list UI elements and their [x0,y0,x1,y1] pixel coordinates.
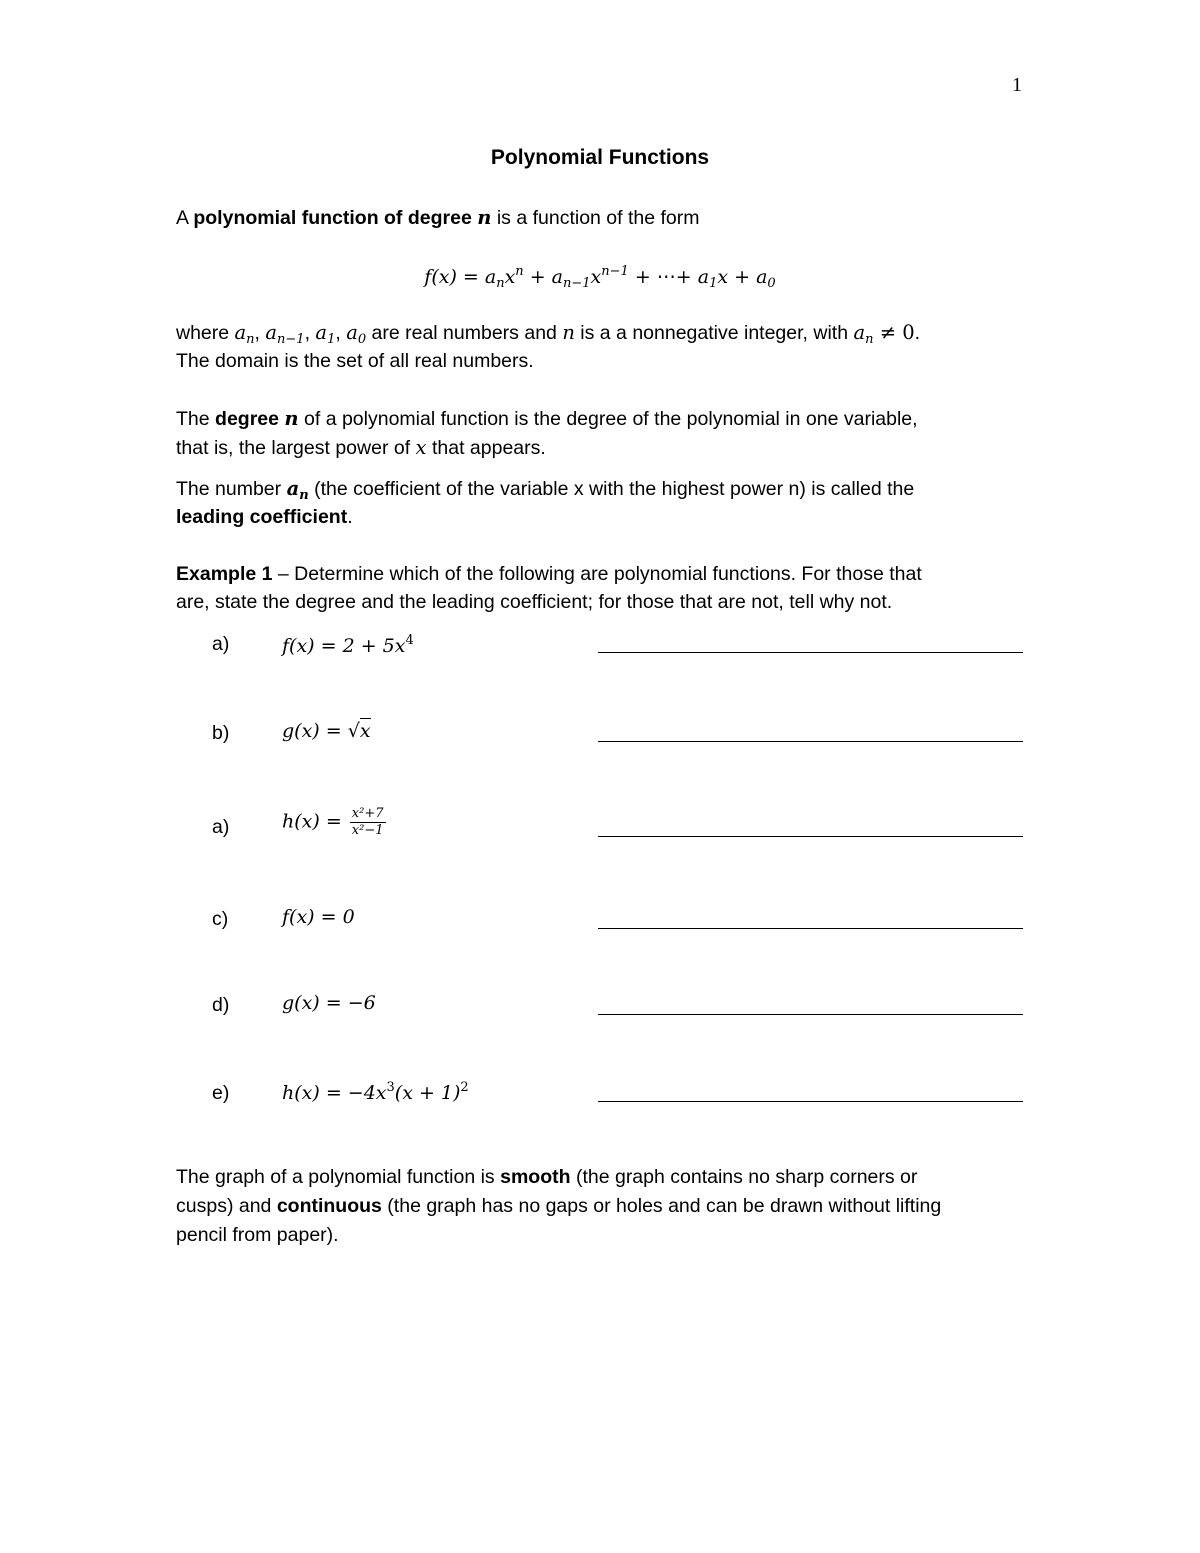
example-item-expression: f(x) = 0 [282,906,355,928]
answer-line[interactable] [598,741,1023,742]
domain-statement: The domain is the set of all real numbers. [176,350,534,372]
graph-note-line1: The graph of a polynomial function is smooth (the graph contains no sharp corners or [176,1166,918,1188]
example-item-expression: $f(x) = 2 + 5x^4$ [282,633,414,657]
answer-line[interactable] [598,836,1023,837]
example-item-expression: g(x) = −6 [282,992,376,1014]
example-item-label: b) [212,722,230,744]
fraction: $\frac{\text{x²+7}}{\text{x²−1}}$ [351,806,384,838]
answer-line[interactable] [598,1101,1023,1102]
degree-definition-line2: that is, the largest power of x that appears. [176,436,546,459]
graph-note-line2: cusps) and continuous (the graph has no gaps or holes and can be drawn without lifting [176,1195,942,1217]
page-title: Polynomial Functions [490,146,710,169]
example-item-expression: $h(x) = -4x^3(x + 1)^2$ [282,1080,469,1104]
example-item-label: e) [212,1082,230,1104]
example-instructions: are, state the degree and the leading coefficient; for those that are not, tell why not. [176,591,893,613]
graph-note-line3: pencil from paper). [176,1224,339,1246]
definition-where: where $a_n$, $a_{n-1}$, $a_1$, $a_0$ are real numbers and n is a a nonnegative integer, with $a_n \ne 0$. [176,321,921,347]
general-polynomial-formula: $f(x) = a_nx^n + a_{n-1}x^{n-1}$ + ⋯+ $a_1x + a_0$ [424,264,776,291]
example-item-label: d) [212,994,230,1016]
example-item-label: c) [212,908,229,930]
leading-coefficient-definition: The number $a_n$ (the coefficient of the variable x with the highest power n) is called the [176,477,915,503]
example-item-label: a) [212,816,230,838]
sqrt-symbol: √ [347,720,360,742]
example-item-label: a) [212,633,230,655]
page-number: 1 [1012,74,1022,96]
example-item-expression: g(x) = √x [282,720,371,742]
answer-line[interactable] [598,652,1023,653]
example-heading: Example 1 – Determine which of the following are polynomial functions. For those that [176,563,922,585]
example-item-expression: h(x) = $\frac{\text{x²+7}}{\text{x²−1}}$ [282,806,384,838]
degree-definition: The degree n of a polynomial function is the degree of the polynomial in one variable, [176,407,918,430]
leading-coefficient-line2: leading coefficient. [176,506,353,528]
answer-line[interactable] [598,1014,1023,1015]
answer-line[interactable] [598,928,1023,929]
definition-intro: A polynomial function of degree n is a function of the form [176,206,700,229]
